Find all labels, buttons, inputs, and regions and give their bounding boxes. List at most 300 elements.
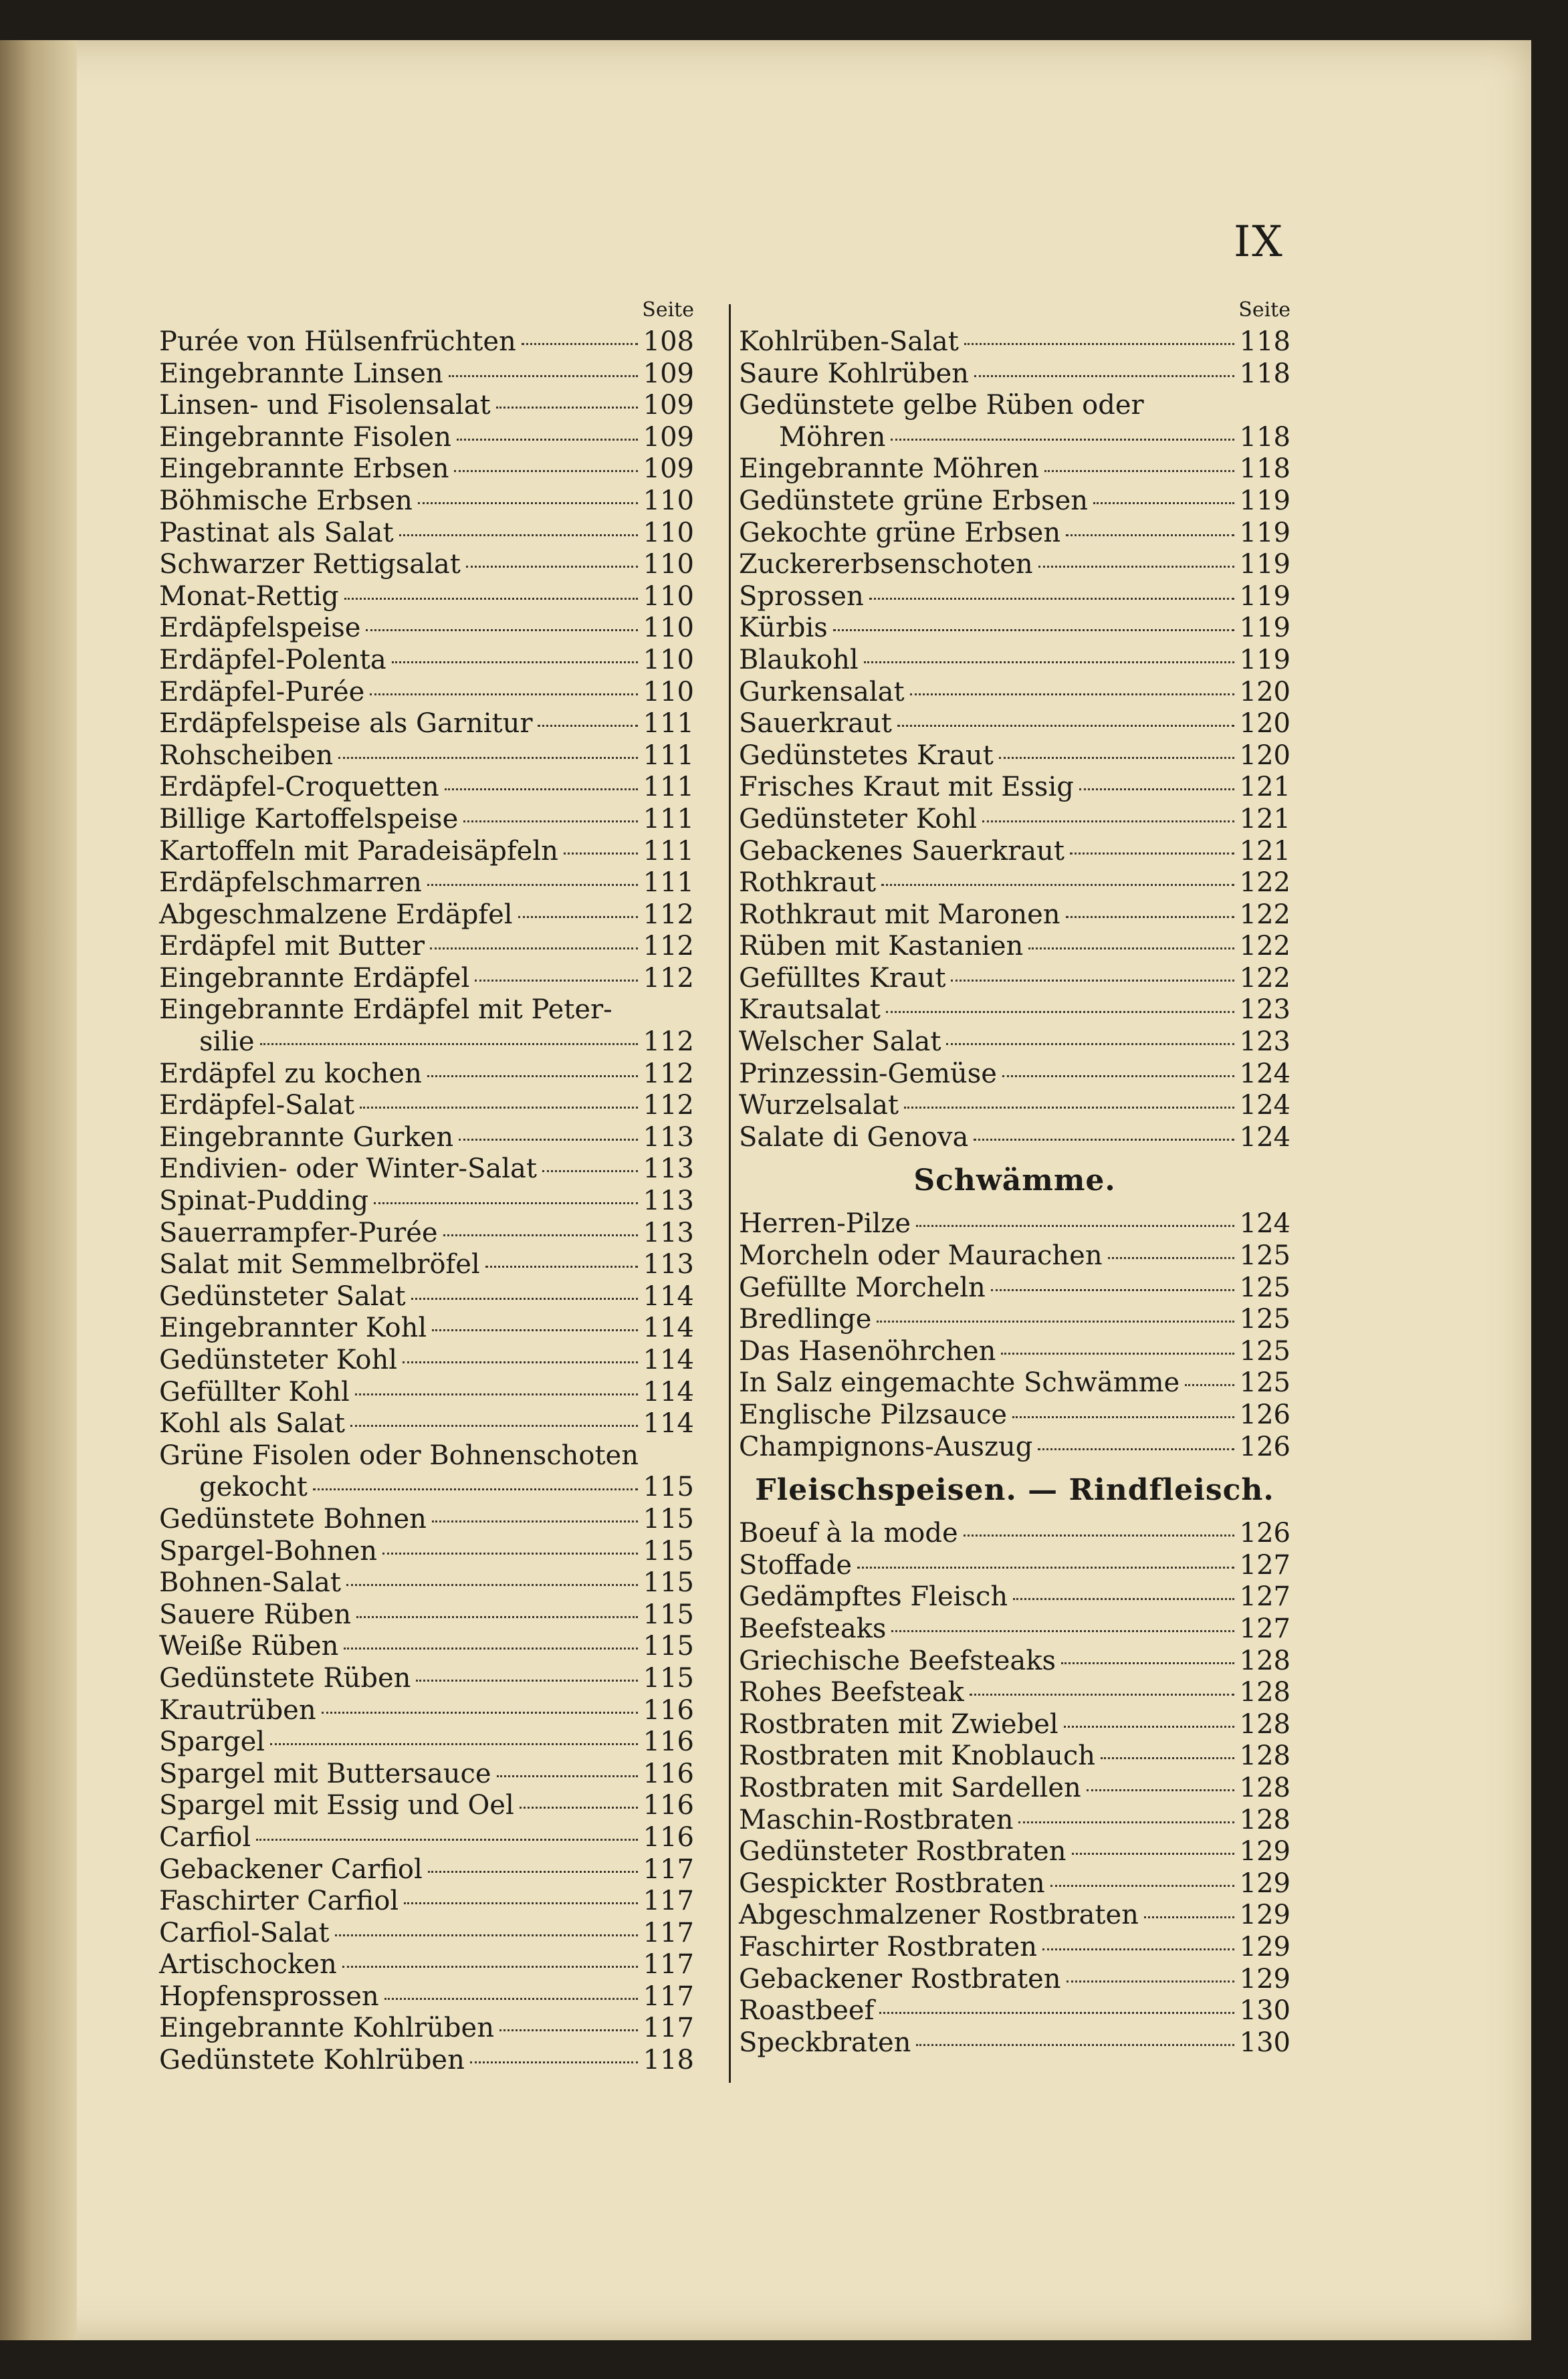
dot-leader xyxy=(399,534,638,536)
toc-entry xyxy=(159,1504,694,1536)
toc-entry xyxy=(159,836,694,868)
dot-leader xyxy=(916,1225,1234,1227)
entry-title: Spargel mit Essig und Oel xyxy=(159,1790,514,1821)
entry-page-number: 111 xyxy=(643,708,694,740)
entry-title: Rohscheiben xyxy=(159,740,334,771)
entry-page-number: 112 xyxy=(643,1026,694,1058)
entry-page-number: 129 xyxy=(1239,1963,1291,1995)
entry-page-number: 116 xyxy=(643,1790,694,1821)
entry-title: Spargel mit Buttersauce xyxy=(159,1758,491,1789)
toc-entry xyxy=(159,2013,694,2045)
entry-page-number: 128 xyxy=(1239,1772,1291,1803)
column-divider xyxy=(729,304,731,2083)
toc-entry xyxy=(739,422,1291,454)
toc-entry xyxy=(159,867,694,899)
entry-title: Gedünstete Bohnen xyxy=(159,1503,427,1535)
entry-page-number: 115 xyxy=(643,1631,694,1662)
toc-entry xyxy=(739,2027,1291,2059)
entry-title: Hopfensprossen xyxy=(159,1980,379,2012)
entry-page-number: 126 xyxy=(1239,1431,1291,1462)
entry-title: Sauerrampfer-Purée xyxy=(159,1217,438,1248)
toc-entry xyxy=(159,1981,694,2013)
dot-leader xyxy=(384,1998,638,2000)
entry-title: Gebackenes Sauerkraut xyxy=(739,835,1065,867)
dot-leader xyxy=(360,1107,638,1109)
entry-title: Sprossen xyxy=(739,580,864,612)
toc-entry xyxy=(739,645,1291,677)
dot-leader xyxy=(1013,1598,1234,1600)
entry-page-number: 112 xyxy=(643,1090,694,1121)
dot-leader xyxy=(338,757,637,759)
toc-entry xyxy=(159,804,694,836)
entry-page-number: 118 xyxy=(1239,326,1291,357)
entry-page-number: 110 xyxy=(643,676,694,707)
page-number: IX xyxy=(1234,217,1284,267)
entry-title: Kartoffeln mit Paradeisäpfeln xyxy=(159,835,558,867)
toc-entry xyxy=(159,1249,694,1281)
dot-leader xyxy=(496,407,638,409)
toc-entry xyxy=(739,1550,1291,1582)
dot-leader xyxy=(443,1234,638,1236)
entry-title: Eingebrannte Möhren xyxy=(739,453,1039,485)
entry-title: Erdäpfelspeise xyxy=(159,612,361,644)
dot-leader xyxy=(392,661,638,663)
toc-entry xyxy=(159,645,694,677)
entry-page-number: 119 xyxy=(1239,580,1291,612)
entry-page-number: 115 xyxy=(643,1599,694,1630)
entry-title: Erdäpfel-Salat xyxy=(159,1090,355,1121)
dot-leader xyxy=(542,1170,638,1172)
entry-page-number: 111 xyxy=(643,772,694,803)
entry-title: Purée von Hülsenfrüchten xyxy=(159,326,516,357)
dot-leader xyxy=(403,1361,638,1363)
toc-entry xyxy=(739,549,1291,581)
entry-title: Eingebrannte Linsen xyxy=(159,358,443,389)
toc-entry xyxy=(739,518,1291,550)
entry-page-number: 122 xyxy=(1239,899,1291,930)
entry-title: Carfiol xyxy=(159,1821,251,1853)
toc-entry xyxy=(159,1408,694,1440)
entry-page-number: 128 xyxy=(1239,1804,1291,1835)
entry-page-number: 111 xyxy=(643,867,694,899)
toc-entry xyxy=(739,485,1291,518)
entry-title: Gedünsteter Kohl xyxy=(739,803,978,834)
dot-leader xyxy=(538,725,637,727)
entry-title: Böhmische Erbsen xyxy=(159,485,413,516)
toc-entry xyxy=(159,1854,694,1886)
entry-title: Englische Pilzsauce xyxy=(739,1399,1008,1430)
entry-title: Rostbraten mit Zwiebel xyxy=(739,1708,1058,1740)
toc-entry xyxy=(739,1995,1291,2027)
entry-page-number: 112 xyxy=(643,962,694,994)
dot-leader xyxy=(374,1202,638,1204)
dot-leader xyxy=(322,1712,638,1714)
toc-entry xyxy=(159,772,694,804)
entry-page-number: 127 xyxy=(1239,1549,1291,1581)
dot-leader xyxy=(497,1775,638,1777)
entry-title: Gespickter Rostbraten xyxy=(739,1867,1045,1899)
entry-title: Eingebrannte Erbsen xyxy=(159,453,449,485)
dot-leader xyxy=(1079,788,1234,790)
toc-entry xyxy=(739,1773,1291,1805)
entry-title: Monat-Rettig xyxy=(159,580,339,612)
dot-leader xyxy=(1064,1726,1234,1728)
entry-title: Salate di Genova xyxy=(739,1121,969,1153)
entry-title: Erdäpfelschmarren xyxy=(159,867,422,899)
entry-page-number: 115 xyxy=(643,1662,694,1694)
toc-entry xyxy=(739,1740,1291,1773)
entry-title: Gedünsteter Salat xyxy=(159,1280,406,1312)
dot-leader xyxy=(463,820,637,822)
dot-leader xyxy=(1061,1662,1234,1664)
entry-page-number: 119 xyxy=(1239,517,1291,548)
entry-title: Maschin-Rostbraten xyxy=(739,1804,1014,1835)
entry-page-number: 110 xyxy=(643,644,694,675)
entry-page-number: 125 xyxy=(1239,1304,1291,1335)
toc-entry xyxy=(739,1122,1291,1154)
entry-title: Gebackener Rostbraten xyxy=(739,1963,1061,1995)
dot-leader xyxy=(454,470,637,472)
entry-page-number: 110 xyxy=(643,580,694,612)
seite-label: Seite xyxy=(1238,298,1291,322)
dot-leader xyxy=(1144,1916,1234,1918)
entry-page-number: 123 xyxy=(1239,1026,1291,1058)
entry-page-number: 125 xyxy=(1239,1367,1291,1399)
entry-title: Eingebrannte Gurken xyxy=(159,1121,454,1153)
entry-title: Das Hasenöhrchen xyxy=(739,1335,996,1367)
entry-title: Beefsteaks xyxy=(739,1613,887,1644)
entry-page-number: 128 xyxy=(1239,1740,1291,1772)
toc-entry xyxy=(159,1599,694,1631)
section-heading-mushrooms: Schwämme. xyxy=(913,1163,1116,1198)
entry-page-number: 110 xyxy=(643,485,694,516)
entry-title: Eingebrannte Erdäpfel mit Peter- xyxy=(159,994,612,1026)
entry-page-number: 126 xyxy=(1239,1399,1291,1430)
entry-page-number: 109 xyxy=(643,421,694,453)
toc-entry xyxy=(739,1399,1291,1432)
dot-leader xyxy=(335,1934,638,1936)
dot-leader xyxy=(260,1043,638,1045)
entry-title: Roastbeef xyxy=(739,1995,875,2027)
toc-entry xyxy=(159,358,694,390)
toc-entry xyxy=(739,931,1291,963)
toc-entry xyxy=(739,1240,1291,1272)
left-column xyxy=(159,294,694,2077)
entry-page-number: 127 xyxy=(1239,1613,1291,1644)
toc-entry xyxy=(739,1090,1291,1122)
toc-entry xyxy=(159,1726,694,1759)
entry-page-number: 115 xyxy=(643,1567,694,1599)
entry-title: Abgeschmalzener Rostbraten xyxy=(739,1900,1139,1931)
entry-page-number: 121 xyxy=(1239,803,1291,834)
toc-entry xyxy=(739,1805,1291,1837)
entry-page-number: 112 xyxy=(643,931,694,962)
entry-title: Blaukohl xyxy=(739,644,859,675)
entry-page-number: 125 xyxy=(1239,1240,1291,1272)
toc-entry xyxy=(159,612,694,645)
entry-title: Speckbraten xyxy=(739,2027,911,2058)
toc-entry xyxy=(159,1472,694,1504)
toc-entry xyxy=(159,422,694,454)
toc-entry-multiline xyxy=(159,1440,694,1504)
dot-leader xyxy=(522,343,638,345)
entry-page-number: 119 xyxy=(1239,612,1291,644)
toc-entry xyxy=(739,1581,1291,1613)
entry-title: Billige Kartoffelspeise xyxy=(159,803,459,834)
toc-entry xyxy=(739,1677,1291,1709)
dot-leader xyxy=(964,343,1234,345)
toc-entry xyxy=(739,836,1291,868)
entry-title: Spinat-Pudding xyxy=(159,1185,369,1217)
toc-entry xyxy=(159,1345,694,1377)
dot-leader xyxy=(1038,566,1234,568)
dot-leader xyxy=(1070,853,1234,855)
dot-leader xyxy=(974,1139,1234,1141)
dot-leader xyxy=(459,1139,638,1141)
toc-entry xyxy=(159,2045,694,2077)
entry-page-number: 110 xyxy=(643,612,694,644)
dot-leader xyxy=(833,629,1234,631)
entry-page-number: 121 xyxy=(1239,772,1291,803)
toc-entry xyxy=(159,740,694,772)
toc-entry xyxy=(739,1304,1291,1336)
entry-page-number: 125 xyxy=(1239,1335,1291,1367)
dot-leader xyxy=(946,1043,1234,1045)
entry-page-number: 124 xyxy=(1239,1208,1291,1240)
meat-entries xyxy=(739,1518,1291,2059)
dot-leader xyxy=(1042,1948,1234,1950)
toc-entry xyxy=(739,1836,1291,1868)
dot-leader xyxy=(457,439,638,441)
entry-page-number: 116 xyxy=(643,1726,694,1758)
entry-page-number: 112 xyxy=(643,1058,694,1089)
entry-page-number: 113 xyxy=(643,1217,694,1248)
toc-entry xyxy=(159,1949,694,1981)
toc-entry xyxy=(739,867,1291,899)
dot-leader xyxy=(466,566,638,568)
entry-title: Eingebrannte Kohlrüben xyxy=(159,2013,494,2044)
entry-title: Zuckererbsenschoten xyxy=(739,549,1033,580)
entry-title: Gurkensalat xyxy=(739,676,905,707)
toc-entry xyxy=(159,1090,694,1122)
entry-title: Prinzessin-Gemüse xyxy=(739,1058,997,1089)
toc-entry xyxy=(739,677,1291,709)
toc-entry xyxy=(159,581,694,613)
entry-title: Boeuf à la mode xyxy=(739,1518,958,1549)
dot-leader xyxy=(520,1807,638,1809)
entry-page-number: 120 xyxy=(1239,740,1291,771)
entry-page-number: 113 xyxy=(643,1249,694,1280)
dot-leader xyxy=(1028,947,1234,949)
dot-leader xyxy=(350,1425,638,1427)
entry-page-number: 120 xyxy=(1239,708,1291,740)
toc-entry xyxy=(159,1026,694,1058)
entry-title: Krautsalat xyxy=(739,994,881,1026)
entry-page-number: 128 xyxy=(1239,1677,1291,1708)
dot-leader xyxy=(857,1567,1234,1569)
entry-title: Grüne Fisolen oder Bohnenschoten xyxy=(159,1440,639,1471)
dot-leader xyxy=(1093,502,1234,504)
entry-page-number: 110 xyxy=(643,517,694,548)
dot-leader xyxy=(270,1743,638,1745)
dot-leader xyxy=(974,375,1234,377)
entry-page-number: 115 xyxy=(643,1535,694,1567)
entry-title: Morcheln oder Maurachen xyxy=(739,1240,1103,1272)
dot-leader xyxy=(1038,1448,1234,1450)
toc-entry xyxy=(739,1518,1291,1550)
entry-page-number: 114 xyxy=(643,1280,694,1312)
toc-entry xyxy=(739,804,1291,836)
toc-entry xyxy=(159,485,694,518)
toc-entry xyxy=(159,1918,694,1950)
toc-entry xyxy=(159,1313,694,1345)
entry-title: Abgeschmalzene Erdäpfel xyxy=(159,899,513,930)
toc-entry xyxy=(159,1759,694,1791)
dot-leader xyxy=(1087,1789,1234,1791)
entry-title: Faschirter Carfiol xyxy=(159,1886,399,1917)
entry-title: Faschirter Rostbraten xyxy=(739,1931,1037,1962)
toc-entry xyxy=(739,740,1291,772)
toc-entry xyxy=(159,1886,694,1918)
entry-title: Linsen- und Fisolensalat xyxy=(159,390,491,421)
entry-title: Sauerkraut xyxy=(739,708,892,740)
entry-page-number: 117 xyxy=(643,1917,694,1948)
toc-entry xyxy=(159,453,694,485)
dot-leader xyxy=(964,1535,1234,1537)
dot-leader xyxy=(445,788,638,790)
entry-title: Gedünstete Rüben xyxy=(159,1662,411,1694)
dot-leader xyxy=(428,1871,638,1873)
dot-leader xyxy=(416,1680,637,1682)
dot-leader xyxy=(1050,1885,1234,1887)
toc-entry xyxy=(159,1663,694,1695)
entry-page-number: 123 xyxy=(1239,994,1291,1026)
dot-leader xyxy=(499,2029,638,2031)
dot-leader xyxy=(1185,1384,1234,1386)
entry-title: Kohlrüben-Salat xyxy=(739,326,959,357)
entry-page-number: 116 xyxy=(643,1694,694,1726)
entry-title: Gedünstetes Kraut xyxy=(739,740,994,771)
dot-leader xyxy=(1012,1416,1234,1418)
toc-entry xyxy=(739,1709,1291,1741)
entry-title: Weiße Rüben xyxy=(159,1631,339,1662)
entry-page-number: 118 xyxy=(643,2045,694,2076)
entry-title: Gebackener Carfiol xyxy=(159,1853,423,1885)
entry-page-number: 129 xyxy=(1239,1931,1291,1962)
dot-leader xyxy=(427,884,638,886)
seite-label: Seite xyxy=(642,298,694,322)
toc-entry xyxy=(739,1932,1291,1964)
dot-leader xyxy=(346,1584,638,1586)
dot-leader xyxy=(982,820,1234,822)
dot-leader xyxy=(869,598,1234,600)
toc-entry xyxy=(739,1646,1291,1678)
toc-entry xyxy=(159,1185,694,1218)
toc-entry xyxy=(159,1822,694,1854)
entry-page-number: 111 xyxy=(643,740,694,771)
toc-entry xyxy=(739,1367,1291,1399)
dot-leader xyxy=(449,375,638,377)
entry-page-number: 125 xyxy=(1239,1272,1291,1303)
entry-title: Frisches Kraut mit Essig xyxy=(739,772,1074,803)
toc-entry xyxy=(739,899,1291,931)
left-entries xyxy=(159,326,694,2077)
toc-entry xyxy=(739,772,1291,804)
entry-title: Gedünsteter Kohl xyxy=(159,1345,398,1375)
toc-entry xyxy=(159,549,694,581)
dot-leader xyxy=(910,693,1234,695)
entry-page-number: 117 xyxy=(643,1980,694,2012)
entry-title: Stoffade xyxy=(739,1549,853,1581)
entry-page-number: 115 xyxy=(643,1472,694,1503)
entry-title: silie xyxy=(199,1026,255,1058)
toc-entry xyxy=(159,677,694,709)
dot-leader xyxy=(432,1520,638,1522)
entry-title: Rüben mit Kastanien xyxy=(739,931,1024,962)
entry-page-number: 118 xyxy=(1239,358,1291,389)
entry-title: Gefüllte Morcheln xyxy=(739,1272,986,1303)
dot-leader xyxy=(564,853,638,855)
entry-title: Gefüllter Kohl xyxy=(159,1376,350,1407)
toc-entry xyxy=(159,1218,694,1250)
right-entries xyxy=(739,326,1291,1153)
toc-entry xyxy=(159,931,694,963)
toc-entry xyxy=(739,453,1291,485)
toc-entry xyxy=(159,1281,694,1313)
entry-title: Carfiol-Salat xyxy=(159,1917,330,1948)
dot-leader xyxy=(366,629,637,631)
entry-page-number: 111 xyxy=(643,835,694,867)
dot-leader xyxy=(518,916,638,918)
dot-leader xyxy=(432,1329,637,1331)
entry-title: Spargel-Bohnen xyxy=(159,1535,377,1567)
entry-title: Krautrüben xyxy=(159,1694,316,1726)
entry-title: Gedämpftes Fleisch xyxy=(739,1581,1008,1613)
dot-leader xyxy=(370,693,637,695)
toc-entry xyxy=(739,358,1291,390)
entry-page-number: 122 xyxy=(1239,962,1291,994)
entry-title: Erdäpfel zu kochen xyxy=(159,1058,422,1089)
entry-page-number: 117 xyxy=(643,1853,694,1885)
dot-leader xyxy=(1066,916,1234,918)
dot-leader xyxy=(1067,1980,1234,1983)
entry-title: Rostbraten mit Sardellen xyxy=(739,1772,1081,1803)
entry-page-number: 124 xyxy=(1239,1058,1291,1089)
toc-entry xyxy=(159,899,694,931)
entry-title: Eingebrannte Erdäpfel xyxy=(159,962,470,994)
dot-leader xyxy=(1044,470,1234,472)
dot-leader xyxy=(411,1298,638,1300)
entry-page-number: 126 xyxy=(1239,1518,1291,1549)
entry-page-number: 109 xyxy=(643,358,694,389)
toc-entry xyxy=(159,1567,694,1599)
toc-entry xyxy=(739,994,1291,1026)
entry-page-number: 119 xyxy=(1239,644,1291,675)
toc-entry xyxy=(739,963,1291,995)
dot-leader xyxy=(404,1902,637,1904)
toc-entry-multiline xyxy=(739,390,1291,453)
entry-title: Welscher Salat xyxy=(739,1026,941,1058)
toc-entry xyxy=(159,708,694,740)
dot-leader xyxy=(470,2061,638,2063)
toc-entry xyxy=(159,326,694,358)
entry-page-number: 122 xyxy=(1239,867,1291,899)
entry-title: Salat mit Semmelbröfel xyxy=(159,1249,480,1280)
entry-title: Bohnen-Salat xyxy=(159,1567,341,1599)
entry-title: Rothkraut xyxy=(739,867,877,899)
entry-page-number: 111 xyxy=(643,803,694,834)
entry-title: Champignons-Auszug xyxy=(739,1431,1033,1462)
